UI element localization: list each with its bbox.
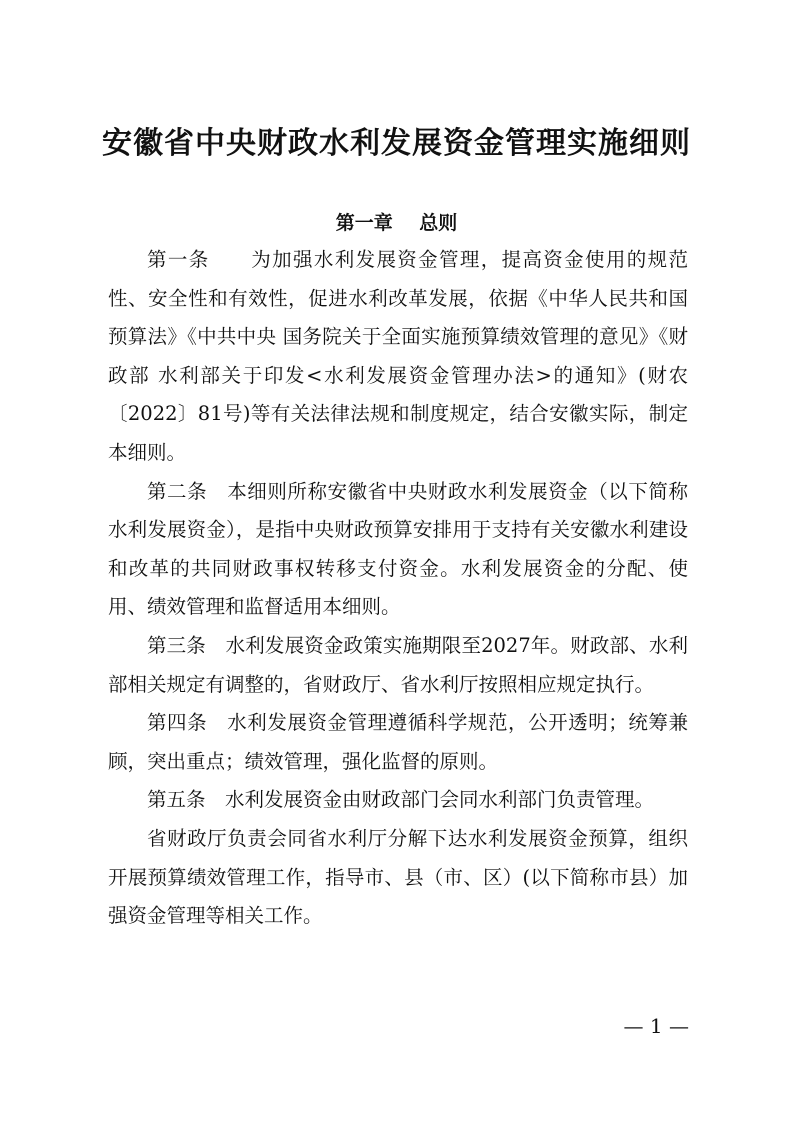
article-text: 水利发展资金管理遵循科学规范，公开透明；统筹兼顾，突出重点；绩效管理，强化监督的原则。 xyxy=(108,711,688,773)
article-paragraph xyxy=(108,704,688,781)
page-number: — 1 — xyxy=(623,1014,689,1038)
article-paragraph xyxy=(108,473,688,627)
article-text: 水利发展资金政策实施期限至2027年。财政部、水利部相关规定有调整的，省财政厅、省水利厅按照相应规定执行。 xyxy=(108,633,688,696)
article-number: 第五条 xyxy=(147,788,206,812)
article-number: 第三条 xyxy=(147,633,206,657)
article-number: 第四条 xyxy=(147,711,208,735)
article-paragraph xyxy=(108,241,688,473)
article-paragraph xyxy=(108,820,688,936)
article-text: 省财政厅负责会同省水利厅分解下达水利发展资金预算，组织开展预算绩效管理工作，指导市、县（市、区）(以下简称市县）加强资金管理等相关工作。 xyxy=(108,826,688,928)
document-title: 安徽省中央财政水利发展资金管理实施细则 xyxy=(102,126,691,161)
article-number: 第一条 xyxy=(147,248,210,271)
article-number: 第二条 xyxy=(147,479,208,503)
article-text: 本细则所称安徽省中央财政水利发展资金（以下简称水利发展资金），是指中央财政预算安排用于支持有关安徽水利建设和改革的共同财政事权转移支付资金。水利发展资金的分配、使用、绩效管理和监督适用本细则。 xyxy=(108,479,688,619)
article-text: 水利发展资金由财政部门会同水利部门负责管理。 xyxy=(225,788,655,812)
article-text: 为加强水利发展资金管理，提高资金使用的规范性、安全性和有效性，促进水利改革发展，依据《中华人民共和国预算法》《中共中央 国务院关于全面实施预算绩效管理的意见》《财政部 水利部关于印发<水利发展资金管理办法>的通知》(财农〔2022〕81号)等有关法律法规和制度规定，结合安徽实际，制定本细则。 xyxy=(108,248,688,464)
article-paragraph xyxy=(108,781,688,820)
article-paragraph xyxy=(108,627,688,704)
document-body xyxy=(108,241,688,936)
chapter-heading: 第一章 总则 xyxy=(335,212,458,234)
